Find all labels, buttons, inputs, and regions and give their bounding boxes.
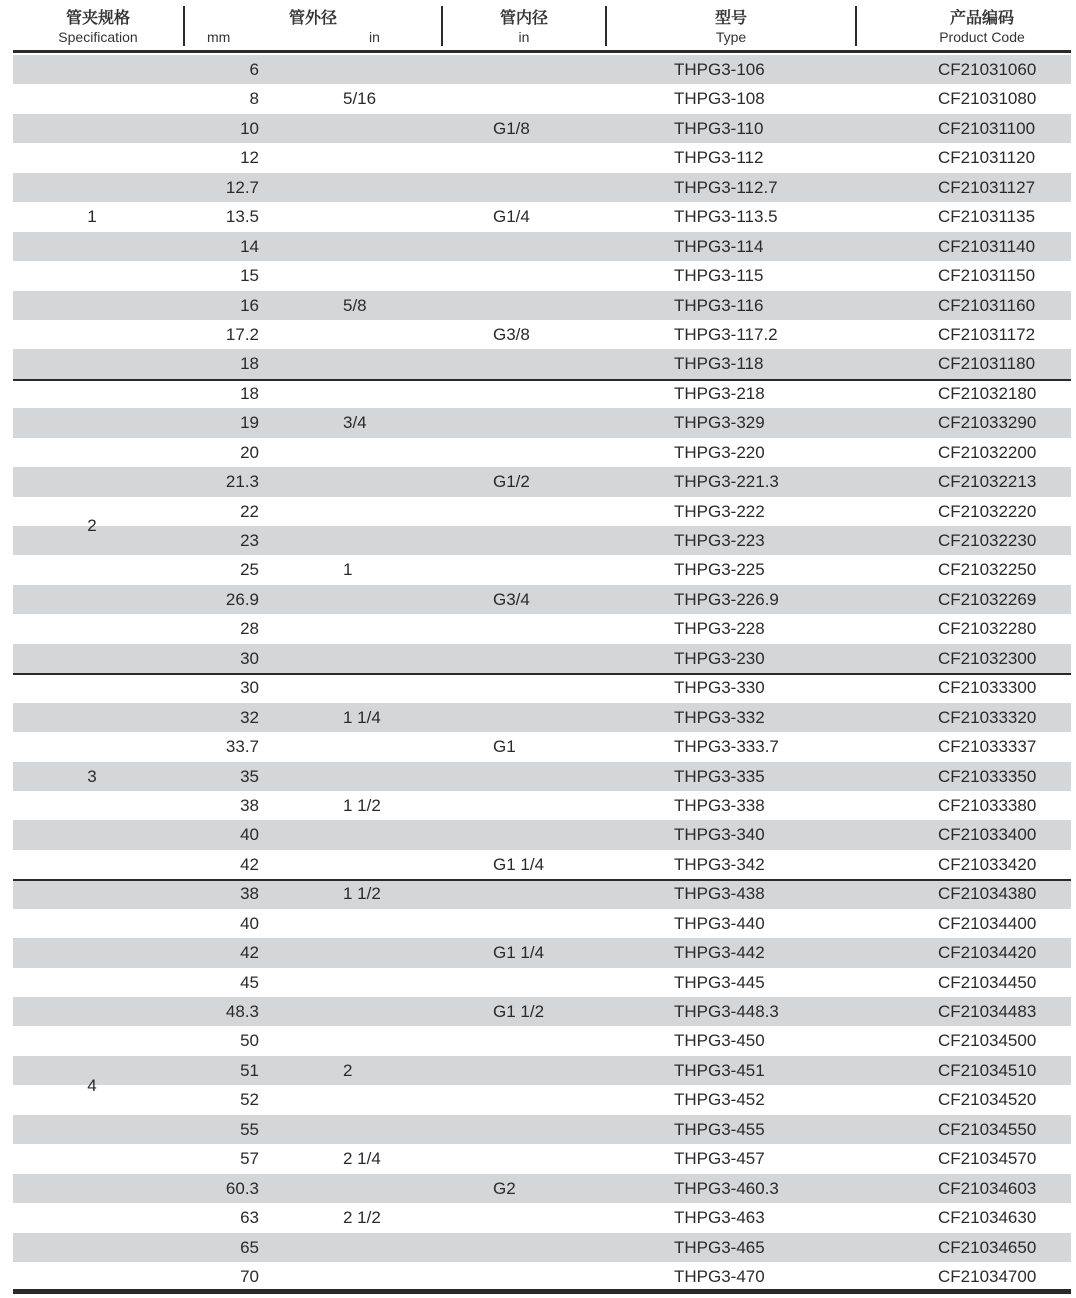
outer-diameter-mm-cell: 18 <box>240 354 259 374</box>
table-row <box>13 938 1071 967</box>
table-row <box>13 909 1071 938</box>
type-header-en: Type <box>715 29 747 45</box>
type-cell: THPG3-457 <box>674 1149 765 1169</box>
outer-diameter-in-cell: 2 1/2 <box>343 1208 381 1228</box>
spec-header-cn: 管夹规格 <box>65 10 130 27</box>
product-code-cell: CF21032230 <box>938 531 1037 550</box>
type-cell: THPG3-463 <box>674 1208 765 1228</box>
product-code-cell: CF21031160 <box>938 295 1036 315</box>
outer-diameter-mm-cell: 51 <box>240 1060 259 1080</box>
outer-diameter-mm-cell: 42 <box>240 943 259 963</box>
table-row <box>13 1144 1071 1173</box>
table-row <box>13 497 1071 526</box>
type-cell: THPG3-335 <box>674 766 765 786</box>
outer-diameter-mm-cell: 6 <box>249 60 259 79</box>
inner-diameter-cell: G1/2 <box>493 472 530 492</box>
type-cell: THPG3-338 <box>674 795 765 815</box>
product-code-cell: CF21034450 <box>938 972 1037 992</box>
type-cell: THPG3-218 <box>674 383 765 403</box>
product-code-cell: CF21032280 <box>938 619 1037 639</box>
outer-diameter-mm-cell: 35 <box>240 766 259 786</box>
outer-diameter-in-cell: 1 1/2 <box>343 884 381 904</box>
product-code-cell: CF21033420 <box>938 854 1037 874</box>
type-cell: THPG3-221.3 <box>674 472 779 492</box>
table-row <box>13 232 1071 261</box>
spec-group-label: 1 <box>87 207 97 227</box>
type-cell: THPG3-470 <box>674 1266 765 1286</box>
table-row <box>13 1233 1071 1262</box>
type-cell: THPG3-452 <box>674 1090 765 1110</box>
type-cell: THPG3-329 <box>674 413 765 433</box>
inner-diameter-cell: G1/8 <box>493 118 530 138</box>
product-code-cell: CF21033300 <box>938 678 1037 698</box>
outer-diameter-in-cell: 2 <box>343 1060 353 1080</box>
product-code-cell: CF21032200 <box>938 442 1037 462</box>
outer-diameter-mm-cell: 30 <box>240 648 259 668</box>
table-row <box>13 438 1071 467</box>
product-code-cell: CF21032269 <box>938 589 1037 609</box>
table-row <box>13 1174 1071 1203</box>
inner-diameter-header-cn: 管内径 <box>499 10 548 27</box>
table-header <box>0 0 1076 52</box>
outer-diameter-in-cell: 5/8 <box>343 295 367 315</box>
spec-header-en: Specification <box>58 29 138 45</box>
outer-diameter-header <box>185 0 441 52</box>
product-code-cell: CF21034500 <box>938 1031 1037 1051</box>
type-cell: THPG3-465 <box>674 1237 765 1257</box>
table-row <box>13 1056 1071 1085</box>
type-cell: THPG3-114 <box>674 236 764 256</box>
outer-diameter-in-cell: 1 <box>343 560 353 580</box>
table-row <box>13 1085 1071 1114</box>
outer-diameter-mm-cell: 23 <box>240 531 259 550</box>
outer-diameter-header-cn: 管外径 <box>288 10 337 27</box>
product-code-cell: CF21032250 <box>938 560 1037 580</box>
spec-group-label: 2 <box>87 516 97 536</box>
table-row <box>13 114 1071 143</box>
table-row <box>13 1262 1071 1291</box>
product-code-cell: CF21031135 <box>938 207 1036 227</box>
product-code-cell: CF21031080 <box>938 89 1037 109</box>
table-row <box>13 791 1071 820</box>
type-cell: THPG3-112 <box>674 148 764 168</box>
product-code-cell: CF21032213 <box>938 472 1037 492</box>
product-code-cell: CF21032220 <box>938 501 1037 521</box>
product-code-cell: CF21034650 <box>938 1237 1037 1257</box>
table-row <box>13 1026 1071 1055</box>
type-cell: THPG3-112.7 <box>674 177 778 197</box>
inner-diameter-cell: G1 1/2 <box>493 1002 545 1021</box>
outer-diameter-mm-cell: 19 <box>240 413 259 433</box>
inner-diameter-cell: G1 1/4 <box>493 854 545 874</box>
product-code-cell: CF21034400 <box>938 913 1037 933</box>
product-code-cell: CF21034380 <box>938 884 1037 904</box>
table-row <box>13 703 1071 732</box>
outer-diameter-mm-cell: 16 <box>240 295 259 315</box>
type-cell: THPG3-442 <box>674 943 765 963</box>
product-code-cell: CF21032300 <box>938 648 1037 668</box>
inner-diameter-cell: G3/8 <box>493 324 530 344</box>
table-row <box>13 997 1071 1026</box>
table-row <box>13 1203 1071 1232</box>
type-cell: THPG3-226.9 <box>674 589 779 609</box>
table-row <box>13 202 1071 231</box>
outer-diameter-mm-cell: 12.7 <box>225 177 259 197</box>
outer-diameter-mm-cell: 15 <box>240 266 259 286</box>
table-row <box>13 349 1071 378</box>
table-row <box>13 173 1071 202</box>
product-code-cell: CF21031120 <box>938 148 1036 168</box>
outer-diameter-mm-cell: 40 <box>240 913 259 933</box>
bottom-rule <box>13 1289 1071 1294</box>
type-header <box>607 0 855 52</box>
product-code-cell: CF21031100 <box>938 118 1036 138</box>
type-cell: THPG3-222 <box>674 501 765 521</box>
product-code-cell: CF21031127 <box>938 177 1036 197</box>
outer-diameter-mm-cell: 25 <box>240 560 259 580</box>
outer-diameter-in-cell: 3/4 <box>343 413 367 433</box>
table-row <box>13 526 1071 555</box>
product-code-cell: CF21034483 <box>938 1002 1037 1021</box>
product-code-cell: CF21034603 <box>938 1178 1037 1198</box>
type-cell: THPG3-220 <box>674 442 765 462</box>
outer-diameter-mm-cell: 30 <box>240 678 259 698</box>
table-row <box>13 55 1071 84</box>
outer-diameter-mm-label: mm <box>207 29 231 45</box>
outer-diameter-in-cell: 1 1/2 <box>343 795 381 815</box>
table-row <box>13 850 1071 879</box>
type-cell: THPG3-117.2 <box>674 324 778 344</box>
product-code-cell: CF21033320 <box>938 707 1037 727</box>
table-row <box>13 555 1071 584</box>
outer-diameter-mm-cell: 22 <box>240 501 259 521</box>
inner-diameter-header <box>443 0 605 52</box>
outer-diameter-mm-cell: 14 <box>240 236 259 256</box>
outer-diameter-mm-cell: 38 <box>240 884 259 904</box>
outer-diameter-in-label: in <box>369 29 380 45</box>
outer-diameter-mm-cell: 28 <box>240 619 259 639</box>
type-cell: THPG3-110 <box>674 118 764 138</box>
code-header-cn: 产品编码 <box>949 10 1014 27</box>
table-row <box>13 467 1071 496</box>
outer-diameter-in-cell: 5/16 <box>343 89 377 109</box>
table-row <box>13 614 1071 643</box>
product-code-cell: CF21034570 <box>938 1149 1037 1169</box>
outer-diameter-mm-cell: 48.3 <box>225 1002 259 1021</box>
product-code-cell: CF21034510 <box>938 1060 1037 1080</box>
type-cell: THPG3-113.5 <box>674 207 778 227</box>
outer-diameter-in-cell: 2 1/4 <box>343 1149 381 1169</box>
type-cell: THPG3-228 <box>674 619 765 639</box>
table-row <box>13 320 1071 349</box>
table-body <box>13 55 1071 1291</box>
product-code-cell: CF21034700 <box>938 1266 1037 1286</box>
outer-diameter-mm-cell: 45 <box>240 972 259 992</box>
outer-diameter-mm-cell: 57 <box>240 1149 259 1169</box>
outer-diameter-mm-cell: 42 <box>240 854 259 874</box>
header-rule <box>13 50 1071 53</box>
type-cell: THPG3-451 <box>674 1060 765 1080</box>
type-header-cn: 型号 <box>714 10 747 27</box>
table-row <box>13 879 1071 908</box>
table-row <box>13 408 1071 437</box>
table-row <box>13 379 1071 408</box>
outer-diameter-mm-cell: 12 <box>240 148 259 168</box>
outer-diameter-mm-cell: 20 <box>240 442 259 462</box>
inner-diameter-in-label: in <box>518 29 530 45</box>
table-row <box>13 1115 1071 1144</box>
type-cell: THPG3-230 <box>674 648 765 668</box>
type-cell: THPG3-455 <box>674 1119 765 1139</box>
product-code-cell: CF21034420 <box>938 943 1037 963</box>
outer-diameter-mm-cell: 38 <box>240 795 259 815</box>
outer-diameter-mm-cell: 70 <box>240 1266 259 1286</box>
product-code-cell: CF21031140 <box>938 236 1036 256</box>
product-code-cell: CF21033337 <box>938 737 1037 757</box>
outer-diameter-mm-cell: 40 <box>240 825 259 845</box>
inner-diameter-cell: G1 <box>493 737 516 757</box>
product-code-cell: CF21034520 <box>938 1090 1037 1110</box>
product-code-cell: CF21033290 <box>938 413 1037 433</box>
type-cell: THPG3-445 <box>674 972 765 992</box>
outer-diameter-mm-cell: 63 <box>240 1208 259 1228</box>
type-cell: THPG3-460.3 <box>674 1178 779 1198</box>
type-cell: THPG3-330 <box>674 678 765 698</box>
type-cell: THPG3-440 <box>674 913 765 933</box>
inner-diameter-cell: G2 <box>493 1178 516 1198</box>
table-row <box>13 732 1071 761</box>
type-cell: THPG3-225 <box>674 560 765 580</box>
table-row <box>13 143 1071 172</box>
table-row <box>13 585 1071 614</box>
product-code-cell: CF21031172 <box>938 324 1036 344</box>
outer-diameter-mm-cell: 26.9 <box>225 589 259 609</box>
outer-diameter-mm-cell: 8 <box>249 89 259 109</box>
product-code-cell: CF21034550 <box>938 1119 1037 1139</box>
product-code-cell: CF21034630 <box>938 1208 1037 1228</box>
outer-diameter-mm-cell: 55 <box>240 1119 259 1139</box>
product-code-cell: CF21031060 <box>938 60 1037 79</box>
outer-diameter-in-cell: 1 1/4 <box>343 707 381 727</box>
type-cell: THPG3-342 <box>674 854 765 874</box>
table-row <box>13 644 1071 673</box>
type-cell: THPG3-450 <box>674 1031 765 1051</box>
inner-diameter-cell: G1/4 <box>493 207 530 227</box>
outer-diameter-mm-cell: 32 <box>240 707 259 727</box>
spec-group-label: 3 <box>87 766 97 786</box>
type-cell: THPG3-106 <box>674 60 765 79</box>
outer-diameter-mm-cell: 10 <box>240 118 259 138</box>
type-cell: THPG3-115 <box>674 266 764 286</box>
code-header <box>857 0 1076 52</box>
outer-diameter-mm-cell: 33.7 <box>225 737 259 757</box>
outer-diameter-mm-cell: 50 <box>240 1031 259 1051</box>
table-row <box>13 261 1071 290</box>
table-row <box>13 84 1071 113</box>
product-code-cell: CF21031150 <box>938 266 1036 286</box>
type-cell: THPG3-118 <box>674 354 764 374</box>
outer-diameter-mm-cell: 52 <box>240 1090 259 1110</box>
product-code-cell: CF21033380 <box>938 795 1037 815</box>
product-code-cell: CF21031180 <box>938 354 1036 374</box>
inner-diameter-cell: G3/4 <box>493 589 530 609</box>
outer-diameter-mm-cell: 65 <box>240 1237 259 1257</box>
outer-diameter-mm-cell: 18 <box>240 383 259 403</box>
product-code-cell: CF21033400 <box>938 825 1037 845</box>
type-cell: THPG3-223 <box>674 531 765 550</box>
table-row <box>13 291 1071 320</box>
product-code-cell: CF21032180 <box>938 383 1037 403</box>
code-header-en: Product Code <box>939 29 1025 45</box>
type-cell: THPG3-448.3 <box>674 1002 779 1021</box>
outer-diameter-mm-cell: 21.3 <box>225 472 259 492</box>
type-cell: THPG3-340 <box>674 825 765 845</box>
type-cell: THPG3-438 <box>674 884 765 904</box>
outer-diameter-mm-cell: 60.3 <box>225 1178 259 1198</box>
table-row <box>13 968 1071 997</box>
outer-diameter-mm-cell: 17.2 <box>225 324 259 344</box>
product-code-cell: CF21033350 <box>938 766 1037 786</box>
type-cell: THPG3-108 <box>674 89 765 109</box>
type-cell: THPG3-116 <box>674 295 764 315</box>
spec-header <box>13 0 183 52</box>
type-cell: THPG3-333.7 <box>674 737 779 757</box>
spec-group-label: 4 <box>87 1076 97 1096</box>
table-row <box>13 820 1071 849</box>
inner-diameter-cell: G1 1/4 <box>493 943 545 963</box>
type-cell: THPG3-332 <box>674 707 765 727</box>
table-row <box>13 762 1071 791</box>
table-row <box>13 673 1071 702</box>
outer-diameter-mm-cell: 13.5 <box>225 207 259 227</box>
